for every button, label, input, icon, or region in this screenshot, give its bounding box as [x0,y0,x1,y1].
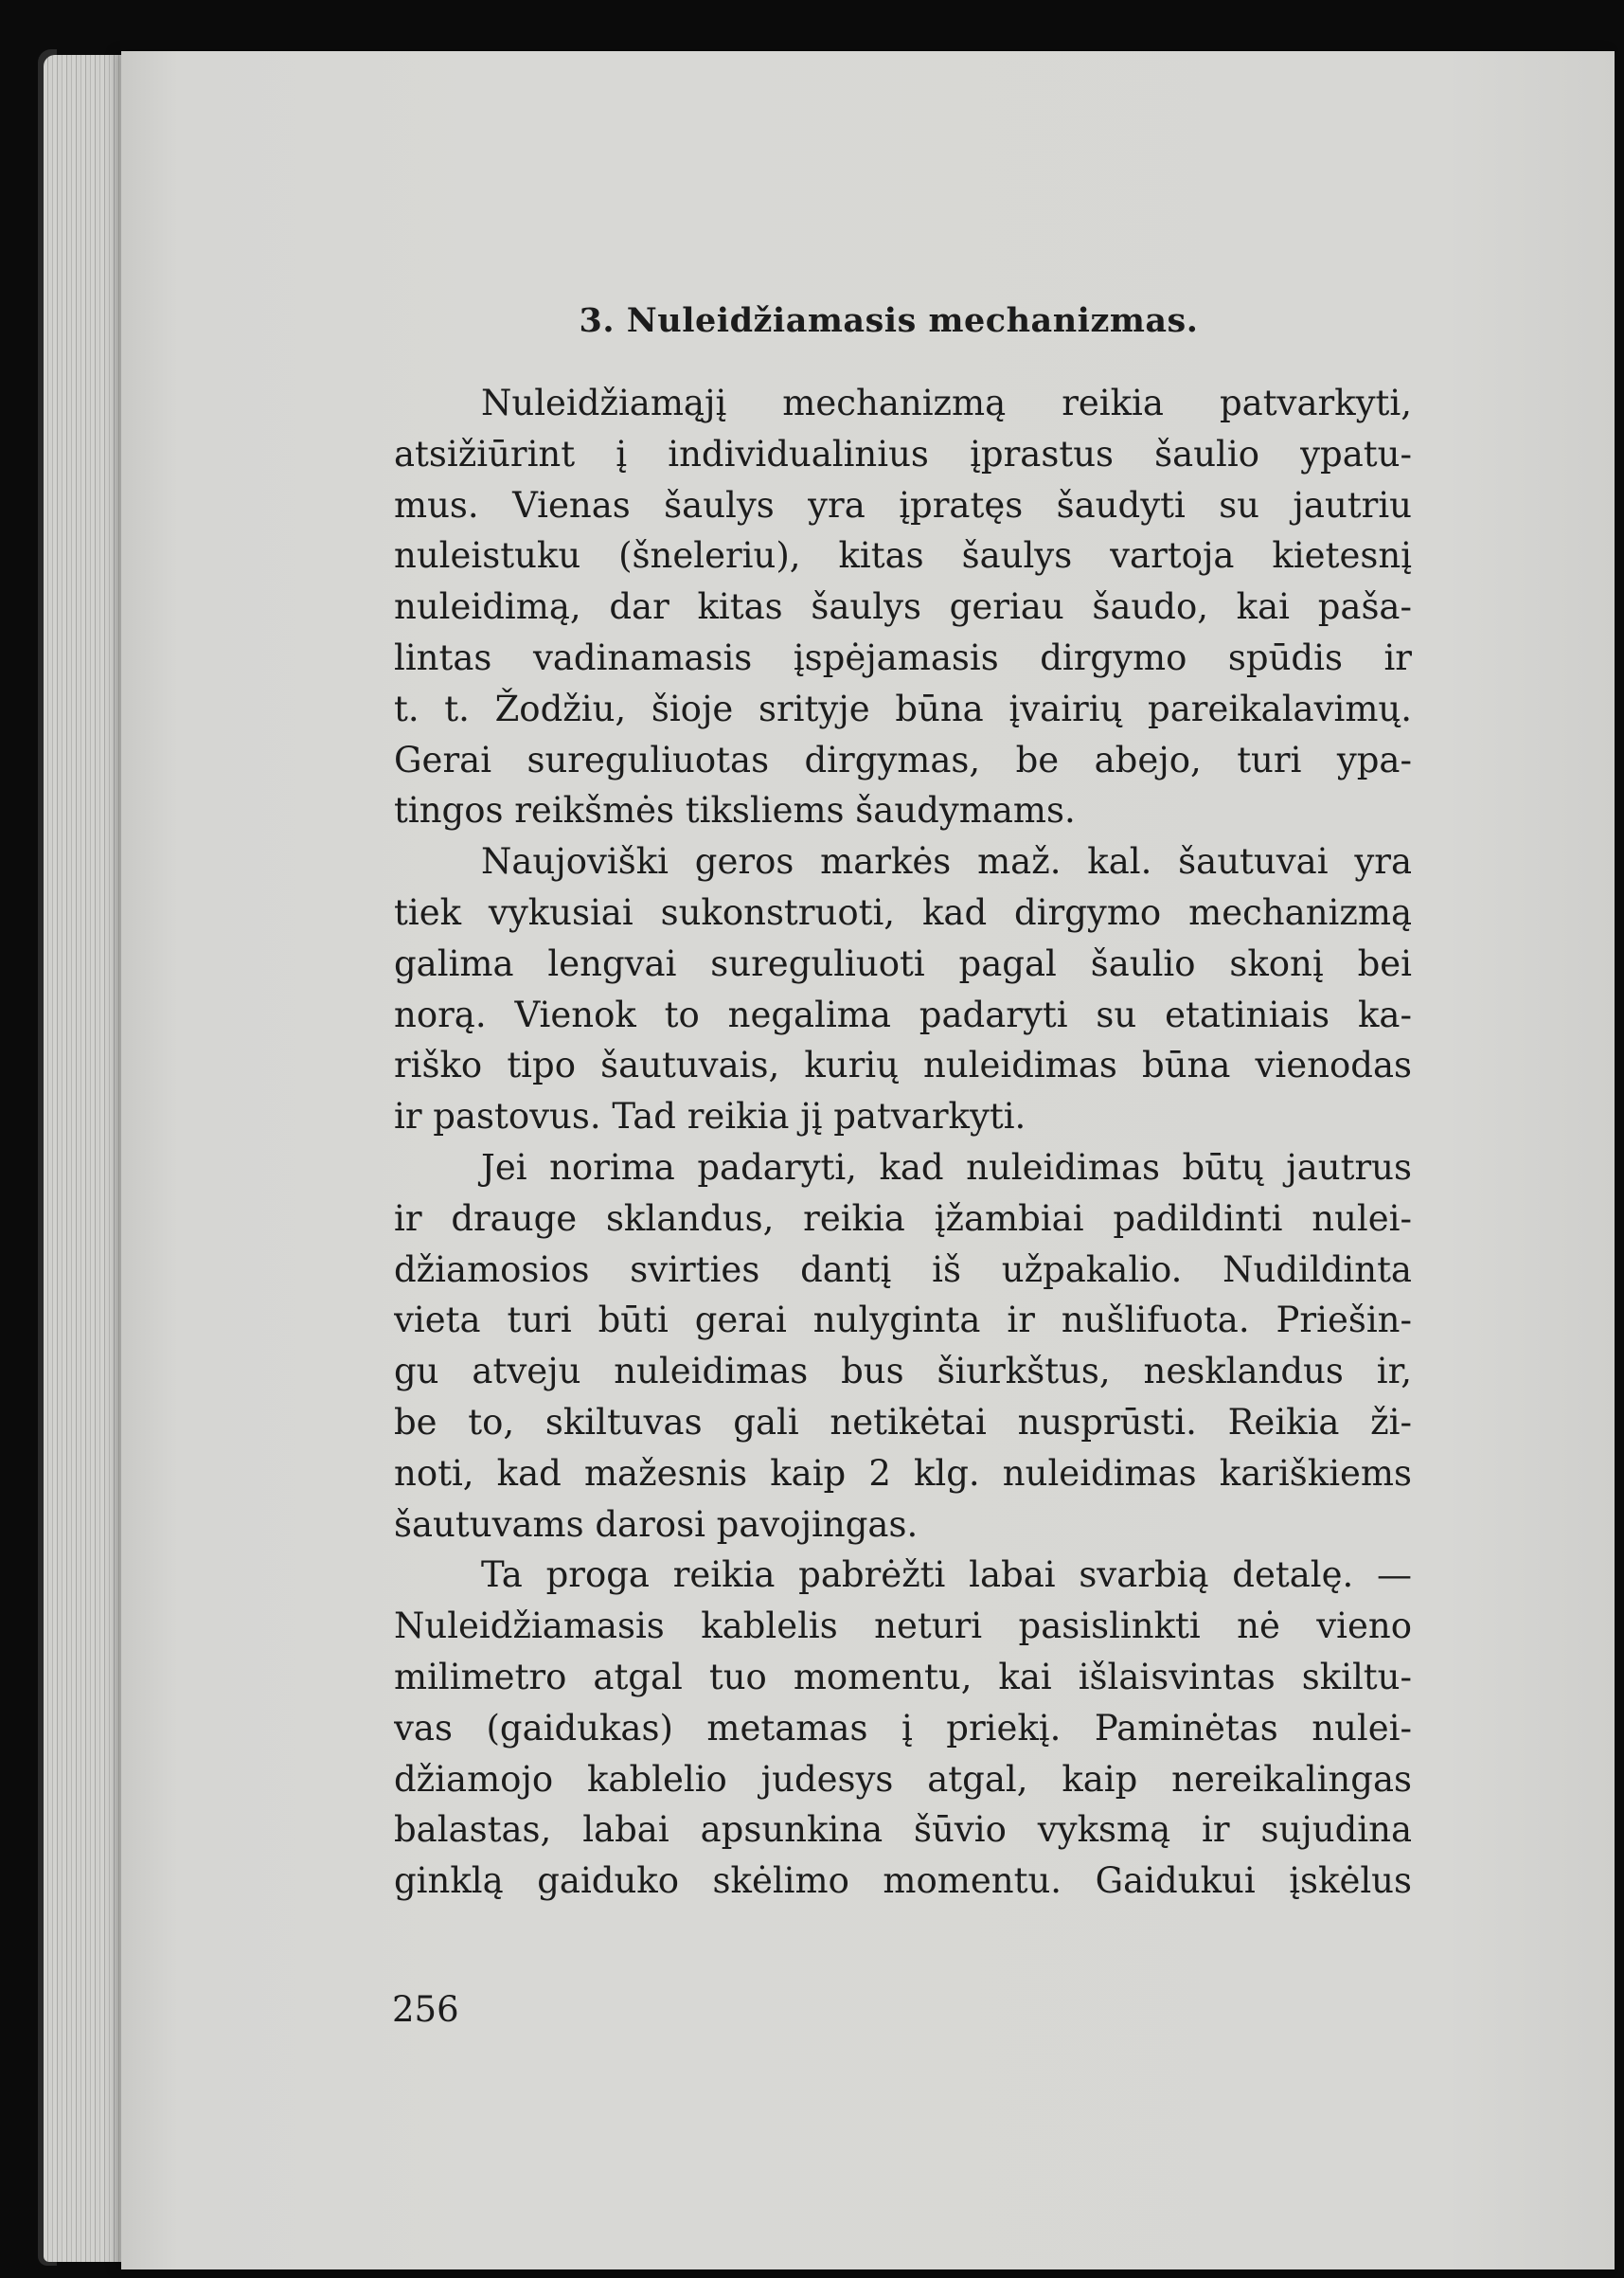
text-line: lintas vadinamasis įspėjamasis dirgymo spūdis ir [394,637,1412,678]
text-line: vas (gaidukas) metamas į priekį. Paminėtas nulei- [394,1707,1412,1749]
text-line: norą. Vienok to negalima padaryti su etatiniais ka- [394,994,1412,1035]
text-line: džiamojo kablelio judesys atgal, kaip nereikalingas [394,1758,1412,1800]
text-line: ir drauge sklandus, reikia įžambiai padildinti nulei- [394,1197,1412,1239]
page-content [394,301,1412,1907]
text-line: tingos reikšmės tiksliems šaudymams. [394,790,1076,832]
text-line: Nuleidžiamasis kablelis neturi pasislinkti nė vieno [394,1605,1412,1647]
body-text [394,378,1412,1907]
text-line: vieta turi būti gerai nulyginta ir nušlifuota. Priešin- [394,1300,1412,1341]
text-line: be to, skiltuvas gali netikėtai nusprūsti. Reikia ži- [394,1401,1412,1443]
text-line: Naujoviški geros markės maž. kal. šautuvai yra [481,841,1412,883]
text-line: galima lengvai sureguliuoti pagal šaulio skonį bei [394,942,1412,984]
text-line: ginklą gaiduko skėlimo momentu. Gaidukui įskėlus [394,1860,1412,1902]
text-line: mus. Vienas šaulys yra įpratęs šaudyti su jautriu [394,484,1412,526]
section-heading: 3. Nuleidžiamasis mechanizmas. [579,301,1199,340]
text-line: tiek vykusiai sukonstruoti, kad dirgymo mechanizmą [394,891,1412,933]
page-number: 256 [392,1989,459,2030]
text-line: milimetro atgal tuo momentu, kai išlaisvintas skiltu- [394,1656,1412,1697]
text-line: Ta proga reikia pabrėžti labai svarbią detalę. — [481,1554,1412,1596]
text-line: riško tipo šautuvais, kurių nuleidimas būna vienodas [394,1045,1412,1086]
text-line: ir pastovus. Tad reikia jį patvarkyti. [394,1096,1026,1138]
text-line: t. t. Žodžiu, šioje srityje būna įvairių pareikalavimų. [394,688,1412,729]
text-line: balastas, labai apsunkina šūvio vyksmą ir sujudina [394,1809,1412,1851]
text-line: Jei norima padaryti, kad nuleidimas būtų jautrus [481,1146,1412,1188]
text-line: džiamosios svirties dantį iš užpakalio. Nudildinta [394,1248,1412,1290]
text-line: gu atveju nuleidimas bus šiurkštus, nesklandus ir, [394,1351,1412,1392]
text-line: atsižiūrint į individualinius įprastus šaulio ypatu- [394,433,1412,475]
text-line: Nuleidžiamąjį mechanizmą reikia patvarkyti, [481,383,1412,423]
text-line: nuleidimą, dar kitas šaulys geriau šaudo, kai paša- [394,586,1412,628]
text-line: Gerai sureguliuotas dirgymas, be abejo, turi ypa- [394,739,1412,780]
text-line: nuleistuku (šneleriu), kitas šaulys vartoja kietesnį [394,535,1412,577]
text-line: šautuvams darosi pavojingas. [394,1503,919,1545]
text-line: noti, kad mažesnis kaip 2 klg. nuleidimas kariškiems [394,1452,1412,1494]
